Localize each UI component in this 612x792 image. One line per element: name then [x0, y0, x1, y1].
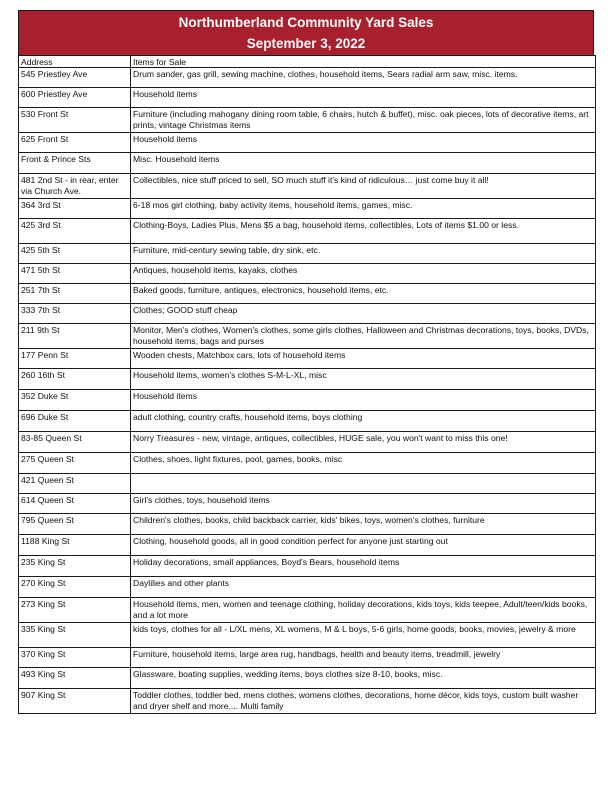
- address-cell: 625 Front St: [19, 133, 131, 153]
- address-cell: 370 King St: [19, 648, 131, 668]
- sale-date: September 3, 2022: [246, 36, 366, 51]
- table-row: [19, 432, 596, 453]
- address-cell: 493 King St: [19, 668, 131, 689]
- address-cell: 545 Priestley Ave: [19, 68, 131, 88]
- yard-sale-table: [18, 55, 596, 714]
- address-cell: 333 7th St: [19, 304, 131, 324]
- table-row: [19, 689, 596, 714]
- items-cell: Household items: [131, 390, 596, 411]
- address-cell: 696 Duke St: [19, 411, 131, 432]
- items-cell: Clothes, shoes, light fixtures, pool, games, books, misc: [131, 453, 596, 474]
- table-row: [19, 648, 596, 668]
- table-row: [19, 324, 596, 349]
- items-cell: adult clothing, country crafts, household items, boys clothing: [131, 411, 596, 432]
- table-row: [19, 494, 596, 514]
- items-cell: Norry Treasures - new, vintage, antiques, collectibles, HUGE sale, you won't want to miss this one!: [131, 432, 596, 453]
- table-row: [19, 199, 596, 219]
- address-cell: 273 King St: [19, 598, 131, 623]
- items-cell: Monitor, Men's clothes, Women's clothes, some girls clothes, Halloween and Christmas decorations, toys, books, DVDs, household items, bags and purses: [131, 324, 596, 349]
- items-column-header: Items for Sale: [131, 56, 596, 68]
- page-title: Northumberland Community Yard Sales: [178, 15, 434, 30]
- table-row: [19, 535, 596, 556]
- items-cell: Collectibles, nice stuff priced to sell, SO much stuff it's kind of ridiculous… just come buy it all!: [131, 174, 596, 199]
- items-cell: Clothing-Boys, Ladies Plus, Mens $5 a bag, household items, collectibles, Lots of items $1.00 or less.: [131, 219, 596, 244]
- table-row: [19, 577, 596, 598]
- address-cell: 270 King St: [19, 577, 131, 598]
- table-row: [19, 349, 596, 369]
- items-cell: Household items: [131, 133, 596, 153]
- items-cell: Holiday decorations, small appliances, Boyd's Bears, household items: [131, 556, 596, 577]
- items-cell: 6-18 mos girl clothing, baby activity items, household items, games, misc.: [131, 199, 596, 219]
- table-row: [19, 304, 596, 324]
- address-cell: 352 Duke St: [19, 390, 131, 411]
- items-cell: Furniture (including mahogany dining room table, 6 chairs, hutch & buffet), misc. oak pieces, lots of decorative items, art prints, vintage Christmas items: [131, 108, 596, 133]
- address-cell: 425 5th St: [19, 244, 131, 264]
- items-cell: Glassware, boating supplies, wedding items, boys clothes size 8-10, books, misc.: [131, 668, 596, 689]
- table-row: [19, 264, 596, 284]
- table-row: [19, 244, 596, 264]
- table-row: [19, 474, 596, 494]
- table-row: [19, 453, 596, 474]
- items-cell: Antiques, household items, kayaks, clothes: [131, 264, 596, 284]
- address-cell: 614 Queen St: [19, 494, 131, 514]
- items-cell: Clothing, household goods, all in good condition perfect for anyone just starting out: [131, 535, 596, 556]
- address-cell: 600 Priestley Ave: [19, 88, 131, 108]
- items-cell: [131, 474, 596, 494]
- address-cell: 795 Queen St: [19, 514, 131, 535]
- table-row: [19, 668, 596, 689]
- address-cell: 177 Penn St: [19, 349, 131, 369]
- address-cell: 275 Queen St: [19, 453, 131, 474]
- items-cell: Household items, men, women and teenage clothing, holiday decorations, kids toys, kids teepee, Adult/teen/kids books, and a lot more: [131, 598, 596, 623]
- table-row: [19, 369, 596, 390]
- table-row: [19, 598, 596, 623]
- items-cell: Daylilies and other plants: [131, 577, 596, 598]
- table-row: [19, 623, 596, 648]
- items-cell: kids toys, clothes for all - L/XL mens, XL womens, M & L boys, 5-6 girls, home goods, books, movies, jewelry & more: [131, 623, 596, 648]
- address-cell: 83-85 Queen St: [19, 432, 131, 453]
- yard-sale-sheet: [18, 10, 594, 714]
- title-banner: [18, 10, 594, 55]
- items-cell: Wooden chests, Matchbox cars, lots of household items: [131, 349, 596, 369]
- address-cell: 211 9th St: [19, 324, 131, 349]
- items-cell: Furniture, mid-century sewing table, dry sink, etc.: [131, 244, 596, 264]
- table-row: [19, 88, 596, 108]
- address-cell: 251 7th St: [19, 284, 131, 304]
- table-row: [19, 219, 596, 244]
- items-cell: Toddler clothes, toddler bed, mens clothes, womens clothes, decorations, home décor, kids toys, custom built washer and dryer shelf and more.... Multi family: [131, 689, 596, 714]
- table-row: [19, 133, 596, 153]
- address-column-header: Address: [19, 56, 131, 68]
- table-row: [19, 390, 596, 411]
- address-cell: 481 2nd St - in rear, enter via Church Ave.: [19, 174, 131, 199]
- address-cell: 1188 King St: [19, 535, 131, 556]
- table-row: [19, 284, 596, 304]
- address-cell: Front & Prince Sts: [19, 153, 131, 174]
- items-cell: Drum sander, gas grill, sewing machine, clothes, household items, Sears radial arm saw, misc. items.: [131, 68, 596, 88]
- address-cell: 907 King St: [19, 689, 131, 714]
- address-cell: 421 Queen St: [19, 474, 131, 494]
- table-row: [19, 68, 596, 88]
- address-cell: 335 King St: [19, 623, 131, 648]
- items-cell: Baked goods, furniture, antiques, electronics, household items, etc.: [131, 284, 596, 304]
- items-cell: Girl's clothes, toys, household items: [131, 494, 596, 514]
- table-row: [19, 514, 596, 535]
- address-cell: 425 3rd St: [19, 219, 131, 244]
- items-cell: Misc. Household items: [131, 153, 596, 174]
- address-cell: 235 King St: [19, 556, 131, 577]
- address-cell: 471 5th St: [19, 264, 131, 284]
- address-cell: 530 Front St: [19, 108, 131, 133]
- table-row: [19, 153, 596, 174]
- table-row: [19, 556, 596, 577]
- items-cell: Children's clothes, books, child backback carrier, kids' bikes, toys, women's clothes, furniture: [131, 514, 596, 535]
- header-row: [19, 56, 596, 68]
- table-row: [19, 411, 596, 432]
- table-row: [19, 108, 596, 133]
- table-row: [19, 174, 596, 199]
- items-cell: Furniture, household items, large area rug, handbags, health and beauty items, treadmill, jewelry: [131, 648, 596, 668]
- address-cell: 260 16th St: [19, 369, 131, 390]
- items-cell: Household items, women's clothes S-M-L-XL, misc: [131, 369, 596, 390]
- items-cell: Household items: [131, 88, 596, 108]
- items-cell: Clothes; GOOD stuff cheap: [131, 304, 596, 324]
- address-cell: 364 3rd St: [19, 199, 131, 219]
